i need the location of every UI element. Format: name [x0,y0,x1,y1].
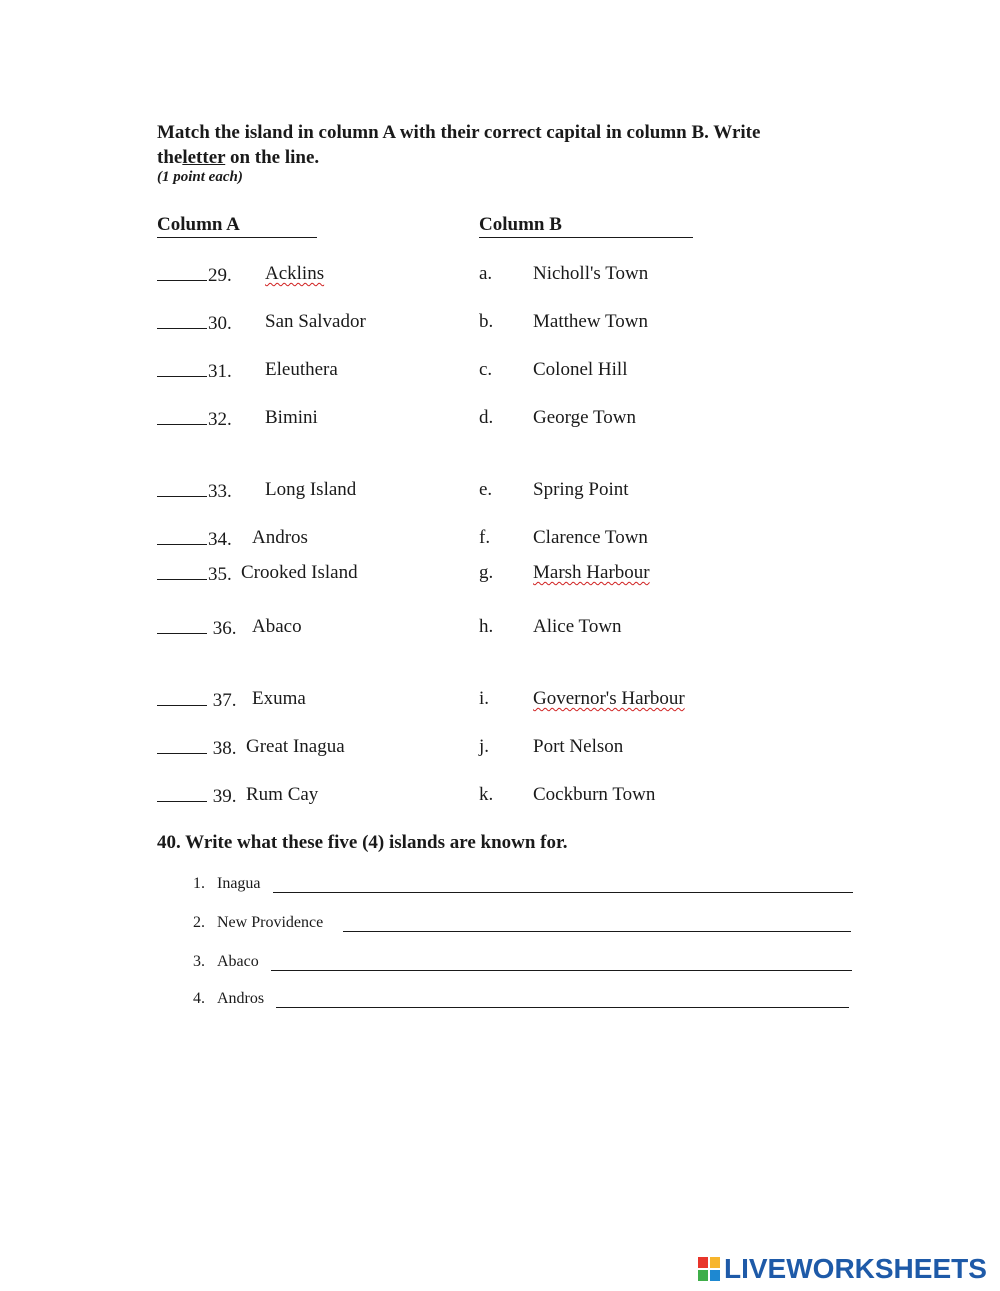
points-note: (1 point each) [157,169,243,185]
answer-row-35: 35. [157,562,232,586]
capital-name: Nicholl's Town [533,263,649,284]
island-name: San Salvador [265,311,366,332]
island-name: Andros [252,527,308,548]
capital-name: Alice Town [533,616,622,637]
q40-item-4: 4. Andros [193,990,265,1007]
capital-letter: b. [479,311,494,332]
liveworksheets-logo-icon [698,1257,720,1281]
capital-letter: c. [479,359,493,380]
answer-blank[interactable] [157,407,207,425]
capital-letter: h. [479,616,494,637]
island-name: Long Island [265,479,357,500]
answer-row-34: 34. [157,527,232,551]
answer-line-inagua[interactable] [273,892,853,893]
column-b-header: Column B [479,214,693,238]
question-40-title: 40. Write what these five (4) islands are known for. [157,832,568,853]
capital-name: Governor's Harbour [533,688,685,709]
island-name: Eleuthera [265,359,338,380]
instructions-line-1: Match the island in column A with their correct capital in column B. Write [157,122,761,143]
answer-row-37: 37. [157,688,237,712]
capital-name: Colonel Hill [533,359,628,380]
answer-blank[interactable] [157,479,207,497]
answer-row-38: 38. [157,736,237,760]
liveworksheets-logo[interactable] [698,1253,987,1285]
capital-letter: j. [479,736,490,757]
answer-blank[interactable] [157,562,207,580]
answer-row-39: 39. [157,784,237,808]
answer-blank[interactable] [157,263,207,281]
answer-row-31: 31. [157,359,232,383]
island-name: Great Inagua [246,736,345,757]
island-name: Exuma [252,688,306,709]
answer-blank[interactable] [157,311,207,329]
answer-row-32: 32. [157,407,232,431]
q40-item-2: 2. New Providence [193,914,324,931]
column-a-header: Column A [157,214,317,238]
underlined-word: letter [182,147,226,168]
capital-letter: e. [479,479,493,500]
island-name: Rum Cay [246,784,319,805]
brand-name: LIVEWORKSHEETS [724,1253,987,1284]
capital-name: Matthew Town [533,311,648,332]
island-name: Crooked Island [241,562,358,583]
answer-line-andros[interactable] [276,1007,849,1008]
answer-blank[interactable] [157,688,207,706]
answer-blank[interactable] [157,616,207,634]
island-name: Acklins [265,263,325,284]
capital-letter: d. [479,407,494,428]
answer-blank[interactable] [157,736,207,754]
capital-letter: g. [479,562,494,583]
capital-name: Port Nelson [533,736,624,757]
answer-blank[interactable] [157,359,207,377]
instructions [157,120,760,170]
answer-blank[interactable] [157,527,207,545]
capital-name: Cockburn Town [533,784,656,805]
capital-letter: i. [479,688,490,709]
capital-name: Spring Point [533,479,629,500]
capital-name: Clarence Town [533,527,648,548]
capital-letter: f. [479,527,491,548]
answer-row-33: 33. [157,479,232,503]
island-name: Abaco [252,616,302,637]
answer-row-30: 30. [157,311,232,335]
answer-row-36: 36. [157,616,237,640]
capital-name: Marsh Harbour [533,562,650,583]
answer-line-new-providence[interactable] [343,931,851,932]
instructions-line-2: theletter on the line. [157,147,320,168]
capital-letter: k. [479,784,494,805]
answer-row-29: 29. [157,263,232,287]
answer-blank[interactable] [157,784,207,802]
island-name: Bimini [265,407,318,428]
capital-letter: a. [479,263,493,284]
q40-item-1: 1. Inagua [193,875,261,892]
q40-item-3: 3. Abaco [193,953,259,970]
capital-name: George Town [533,407,636,428]
answer-line-abaco[interactable] [271,970,852,971]
